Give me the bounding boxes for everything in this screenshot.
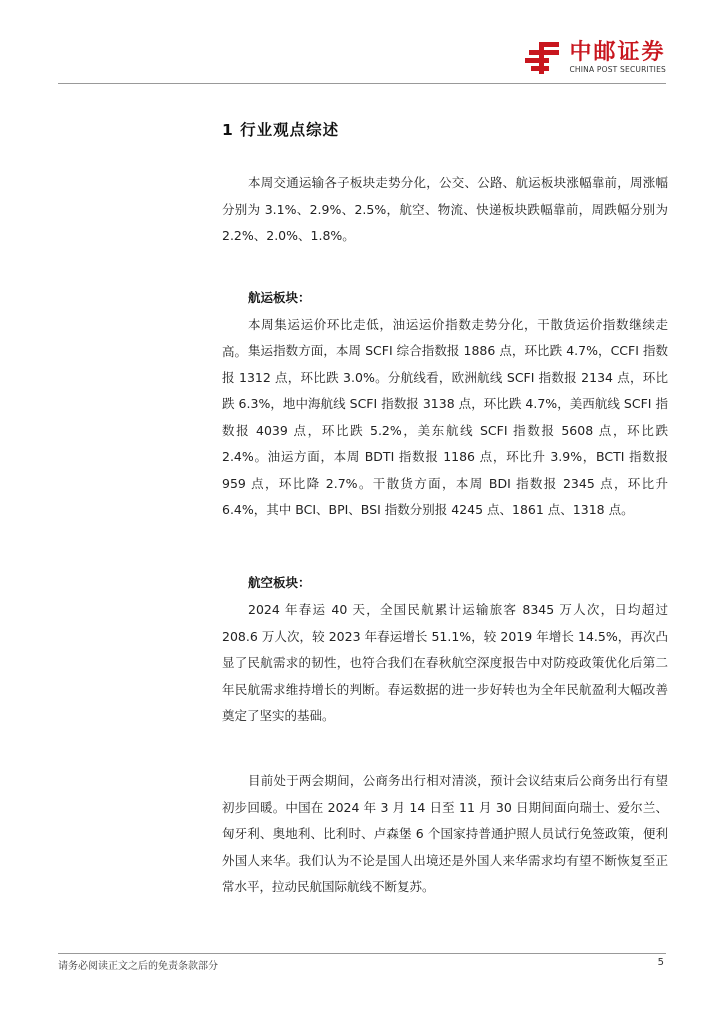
brand-name-cn: 中邮证券 <box>569 40 666 65</box>
paragraph-sector-overview: 本周交通运输各子板块走势分化，公交、公路、航运板块涨幅靠前，周涨幅分别为 3.1%、2.9%、2.5%，航空、物流、快递板块跌幅靠前，周跌幅分别为 2.2%、2.0%、1.8%。 <box>222 175 668 243</box>
subheading-aviation: 航空板块： <box>248 575 311 590</box>
page-number: 5 <box>657 957 664 968</box>
subheading-shipping: 航运板块： <box>248 290 311 305</box>
paragraph-shipping-summary: 本周集运运价环比走低，油运运价指数走势分化，干散货运价指数继续走高。 <box>222 317 668 359</box>
brand-name-en: CHINA POST SECURITIES <box>569 65 666 74</box>
paragraph-aviation-outlook: 目前处于两会期间，公商务出行相对清淡，预计会议结束后公商务出行有望初步回暖。中国在 2024 年 3 月 14 日至 11 月 30 日期间面向瑞士、爱尔兰、匈牙利、奥地利、比利时、卢森堡 6 个国家持普通护照人员试行免签政策，便利外国人来华。我们认为不论是国人出境还是外国人来华需求均有望不断恢复至正常水平，拉动民航国际航线不断复苏。 <box>222 773 668 894</box>
footer-divider <box>58 953 666 954</box>
header-divider <box>58 83 666 84</box>
section-title: 1 行业观点综述 <box>222 121 340 139</box>
paragraph-aviation-spring-festival: 2024 年春运 40 天，全国民航累计运输旅客 8345 万人次，日均超过 208.6 万人次，较 2023 年春运增长 51.1%，较 2019 年增长 14.5%，再次凸显了民航需求的韧性，也符合我们在春秋航空深度报告中对防疫政策优化后第二年民航需求维持增长的判断。春运数据的进一步好转也为全年民航盈利大幅改善奠定了坚实的基础。 <box>222 602 668 723</box>
china-post-logo-icon <box>525 40 563 76</box>
paragraph-shipping-detail: 集运指数方面，本周 SCFI 综合指数报 1886 点，环比跌 4.7%，CCFI 指数报 1312 点，环比跌 3.0%。分航线看，欧洲航线 SCFI 指数报 2134 点，环比跌 6.3%，地中海航线 SCFI 指数报 3138 点，环比跌 4.7%，美西航线 SCFI 指数报 4039 点，环比跌 5.2%，美东航线 SCFI 指数报 5608 点，环比跌 2.4%。油运方面，本周 BDTI 指数报 1186 点，环比升 3.9%，BCTI 指数报 959 点，环比降 2.7%。干散货方面，本周 BDI 指数报 2345 点，环比升 6.4%，其中 BCI、BPI、BSI 指数分别报 4245 点、1861 点、1318 点。 <box>222 343 668 517</box>
footer-disclaimer: 请务必阅读正文之后的免责条款部分 <box>58 961 218 972</box>
brand-logo <box>525 40 666 76</box>
